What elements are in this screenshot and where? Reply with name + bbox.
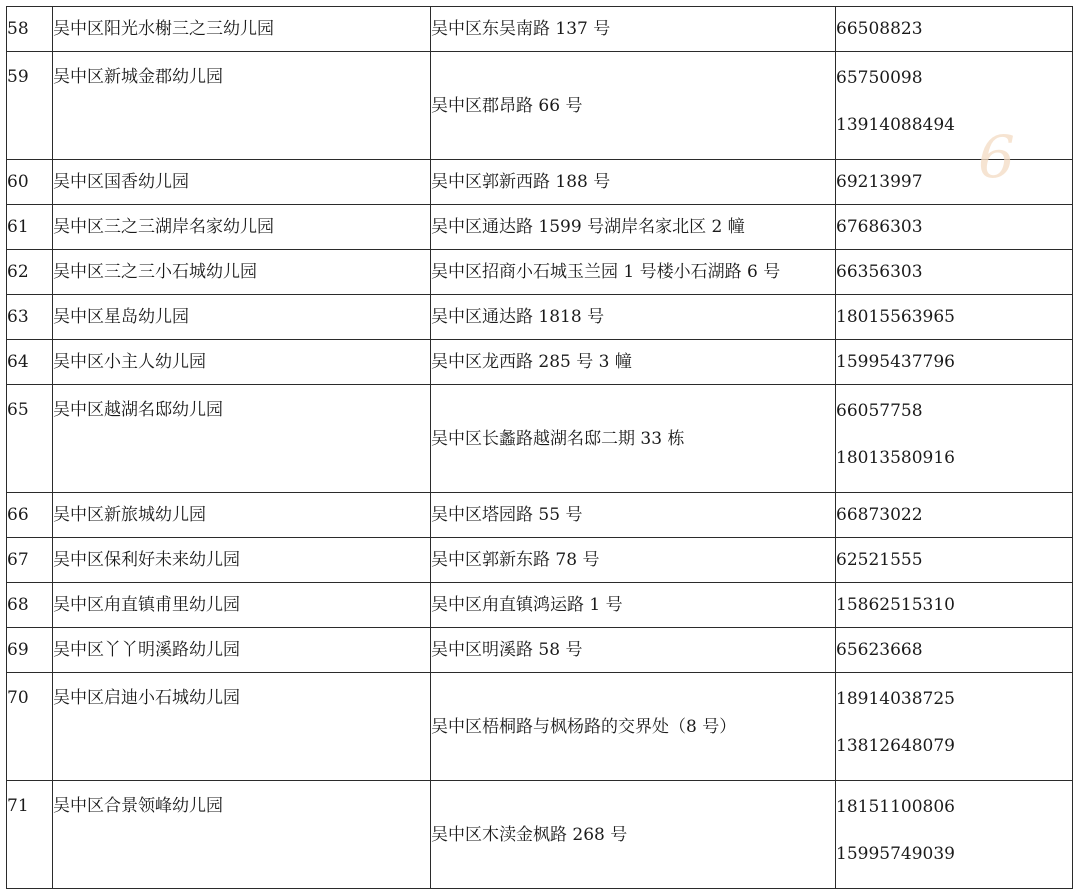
kindergarten-address: 吴中区梧桐路与枫杨路的交界处（8 号） bbox=[431, 673, 836, 781]
row-number: 71 bbox=[7, 781, 53, 889]
kindergarten-phone bbox=[836, 295, 1073, 340]
kindergarten-address: 吴中区东吴南路 137 号 bbox=[431, 7, 836, 52]
table-row bbox=[7, 538, 1073, 583]
kindergarten-address: 吴中区甪直镇鸿运路 1 号 bbox=[431, 583, 836, 628]
phone-number: 65750098 bbox=[836, 68, 923, 88]
kindergarten-phone bbox=[836, 52, 1073, 160]
table-row bbox=[7, 493, 1073, 538]
table-row bbox=[7, 250, 1073, 295]
kindergarten-name: 吴中区合景领峰幼儿园 bbox=[53, 781, 431, 889]
table-row bbox=[7, 628, 1073, 673]
kindergarten-name: 吴中区丫丫明溪路幼儿园 bbox=[53, 628, 431, 673]
phone-number: 69213997 bbox=[836, 172, 923, 192]
kindergarten-address: 吴中区木渎金枫路 268 号 bbox=[431, 781, 836, 889]
table-row bbox=[7, 52, 1073, 160]
kindergarten-phone bbox=[836, 673, 1073, 781]
phone-number: 18015563965 bbox=[836, 307, 955, 327]
row-number: 61 bbox=[7, 205, 53, 250]
table-row bbox=[7, 160, 1073, 205]
row-number: 63 bbox=[7, 295, 53, 340]
table-row bbox=[7, 7, 1073, 52]
kindergarten-phone bbox=[836, 628, 1073, 673]
phone-number: 66508823 bbox=[836, 19, 923, 39]
kindergarten-name: 吴中区国香幼儿园 bbox=[53, 160, 431, 205]
kindergarten-table bbox=[6, 6, 1073, 889]
row-number: 70 bbox=[7, 673, 53, 781]
phone-number: 18151100806 bbox=[836, 797, 955, 817]
kindergarten-address: 吴中区郡昂路 66 号 bbox=[431, 52, 836, 160]
kindergarten-address: 吴中区通达路 1599 号湖岸名家北区 2 幢 bbox=[431, 205, 836, 250]
phone-number: 18013580916 bbox=[836, 448, 955, 468]
kindergarten-phone bbox=[836, 493, 1073, 538]
kindergarten-phone bbox=[836, 7, 1073, 52]
row-number: 59 bbox=[7, 52, 53, 160]
table-row bbox=[7, 673, 1073, 781]
table-row bbox=[7, 583, 1073, 628]
phone-number: 65623668 bbox=[836, 640, 923, 660]
kindergarten-phone bbox=[836, 781, 1073, 889]
kindergarten-address: 吴中区长蠡路越湖名邸二期 33 栋 bbox=[431, 385, 836, 493]
kindergarten-name: 吴中区小主人幼儿园 bbox=[53, 340, 431, 385]
kindergarten-address: 吴中区通达路 1818 号 bbox=[431, 295, 836, 340]
kindergarten-phone bbox=[836, 250, 1073, 295]
kindergarten-phone bbox=[836, 340, 1073, 385]
phone-number: 18914038725 bbox=[836, 689, 955, 709]
row-number: 65 bbox=[7, 385, 53, 493]
kindergarten-phone bbox=[836, 160, 1073, 205]
row-number: 68 bbox=[7, 583, 53, 628]
table-row bbox=[7, 385, 1073, 493]
phone-number: 13812648079 bbox=[836, 736, 955, 756]
row-number: 66 bbox=[7, 493, 53, 538]
page-number-watermark: 6 bbox=[978, 123, 1015, 191]
kindergarten-name: 吴中区启迪小石城幼儿园 bbox=[53, 673, 431, 781]
kindergarten-name: 吴中区新城金郡幼儿园 bbox=[53, 52, 431, 160]
row-number: 64 bbox=[7, 340, 53, 385]
kindergarten-address: 吴中区塔园路 55 号 bbox=[431, 493, 836, 538]
phone-number: 66057758 bbox=[836, 401, 923, 421]
row-number: 62 bbox=[7, 250, 53, 295]
phone-number: 66356303 bbox=[836, 262, 923, 282]
kindergarten-name: 吴中区保利好未来幼儿园 bbox=[53, 538, 431, 583]
phone-number: 15995437796 bbox=[836, 352, 955, 372]
table-row bbox=[7, 340, 1073, 385]
kindergarten-name: 吴中区阳光水榭三之三幼儿园 bbox=[53, 7, 431, 52]
kindergarten-name: 吴中区新旅城幼儿园 bbox=[53, 493, 431, 538]
table-row bbox=[7, 295, 1073, 340]
phone-number: 67686303 bbox=[836, 217, 923, 237]
phone-number: 15862515310 bbox=[836, 595, 955, 615]
kindergarten-address: 吴中区招商小石城玉兰园 1 号楼小石湖路 6 号 bbox=[431, 250, 836, 295]
phone-number: 15995749039 bbox=[836, 844, 955, 864]
row-number: 60 bbox=[7, 160, 53, 205]
phone-number: 13914088494 bbox=[836, 115, 955, 135]
row-number: 58 bbox=[7, 7, 53, 52]
phone-number: 62521555 bbox=[836, 550, 923, 570]
kindergarten-address: 吴中区龙西路 285 号 3 幢 bbox=[431, 340, 836, 385]
kindergarten-phone bbox=[836, 205, 1073, 250]
kindergarten-address: 吴中区郭新西路 188 号 bbox=[431, 160, 836, 205]
table-row bbox=[7, 205, 1073, 250]
kindergarten-phone bbox=[836, 583, 1073, 628]
kindergarten-phone bbox=[836, 538, 1073, 583]
kindergarten-name: 吴中区越湖名邸幼儿园 bbox=[53, 385, 431, 493]
row-number: 69 bbox=[7, 628, 53, 673]
row-number: 67 bbox=[7, 538, 53, 583]
kindergarten-phone bbox=[836, 385, 1073, 493]
kindergarten-address: 吴中区郭新东路 78 号 bbox=[431, 538, 836, 583]
kindergarten-name: 吴中区三之三湖岸名家幼儿园 bbox=[53, 205, 431, 250]
phone-number: 66873022 bbox=[836, 505, 923, 525]
table-body bbox=[7, 7, 1073, 889]
table-row bbox=[7, 781, 1073, 889]
kindergarten-name: 吴中区星岛幼儿园 bbox=[53, 295, 431, 340]
kindergarten-name: 吴中区三之三小石城幼儿园 bbox=[53, 250, 431, 295]
kindergarten-address: 吴中区明溪路 58 号 bbox=[431, 628, 836, 673]
kindergarten-name: 吴中区甪直镇甫里幼儿园 bbox=[53, 583, 431, 628]
